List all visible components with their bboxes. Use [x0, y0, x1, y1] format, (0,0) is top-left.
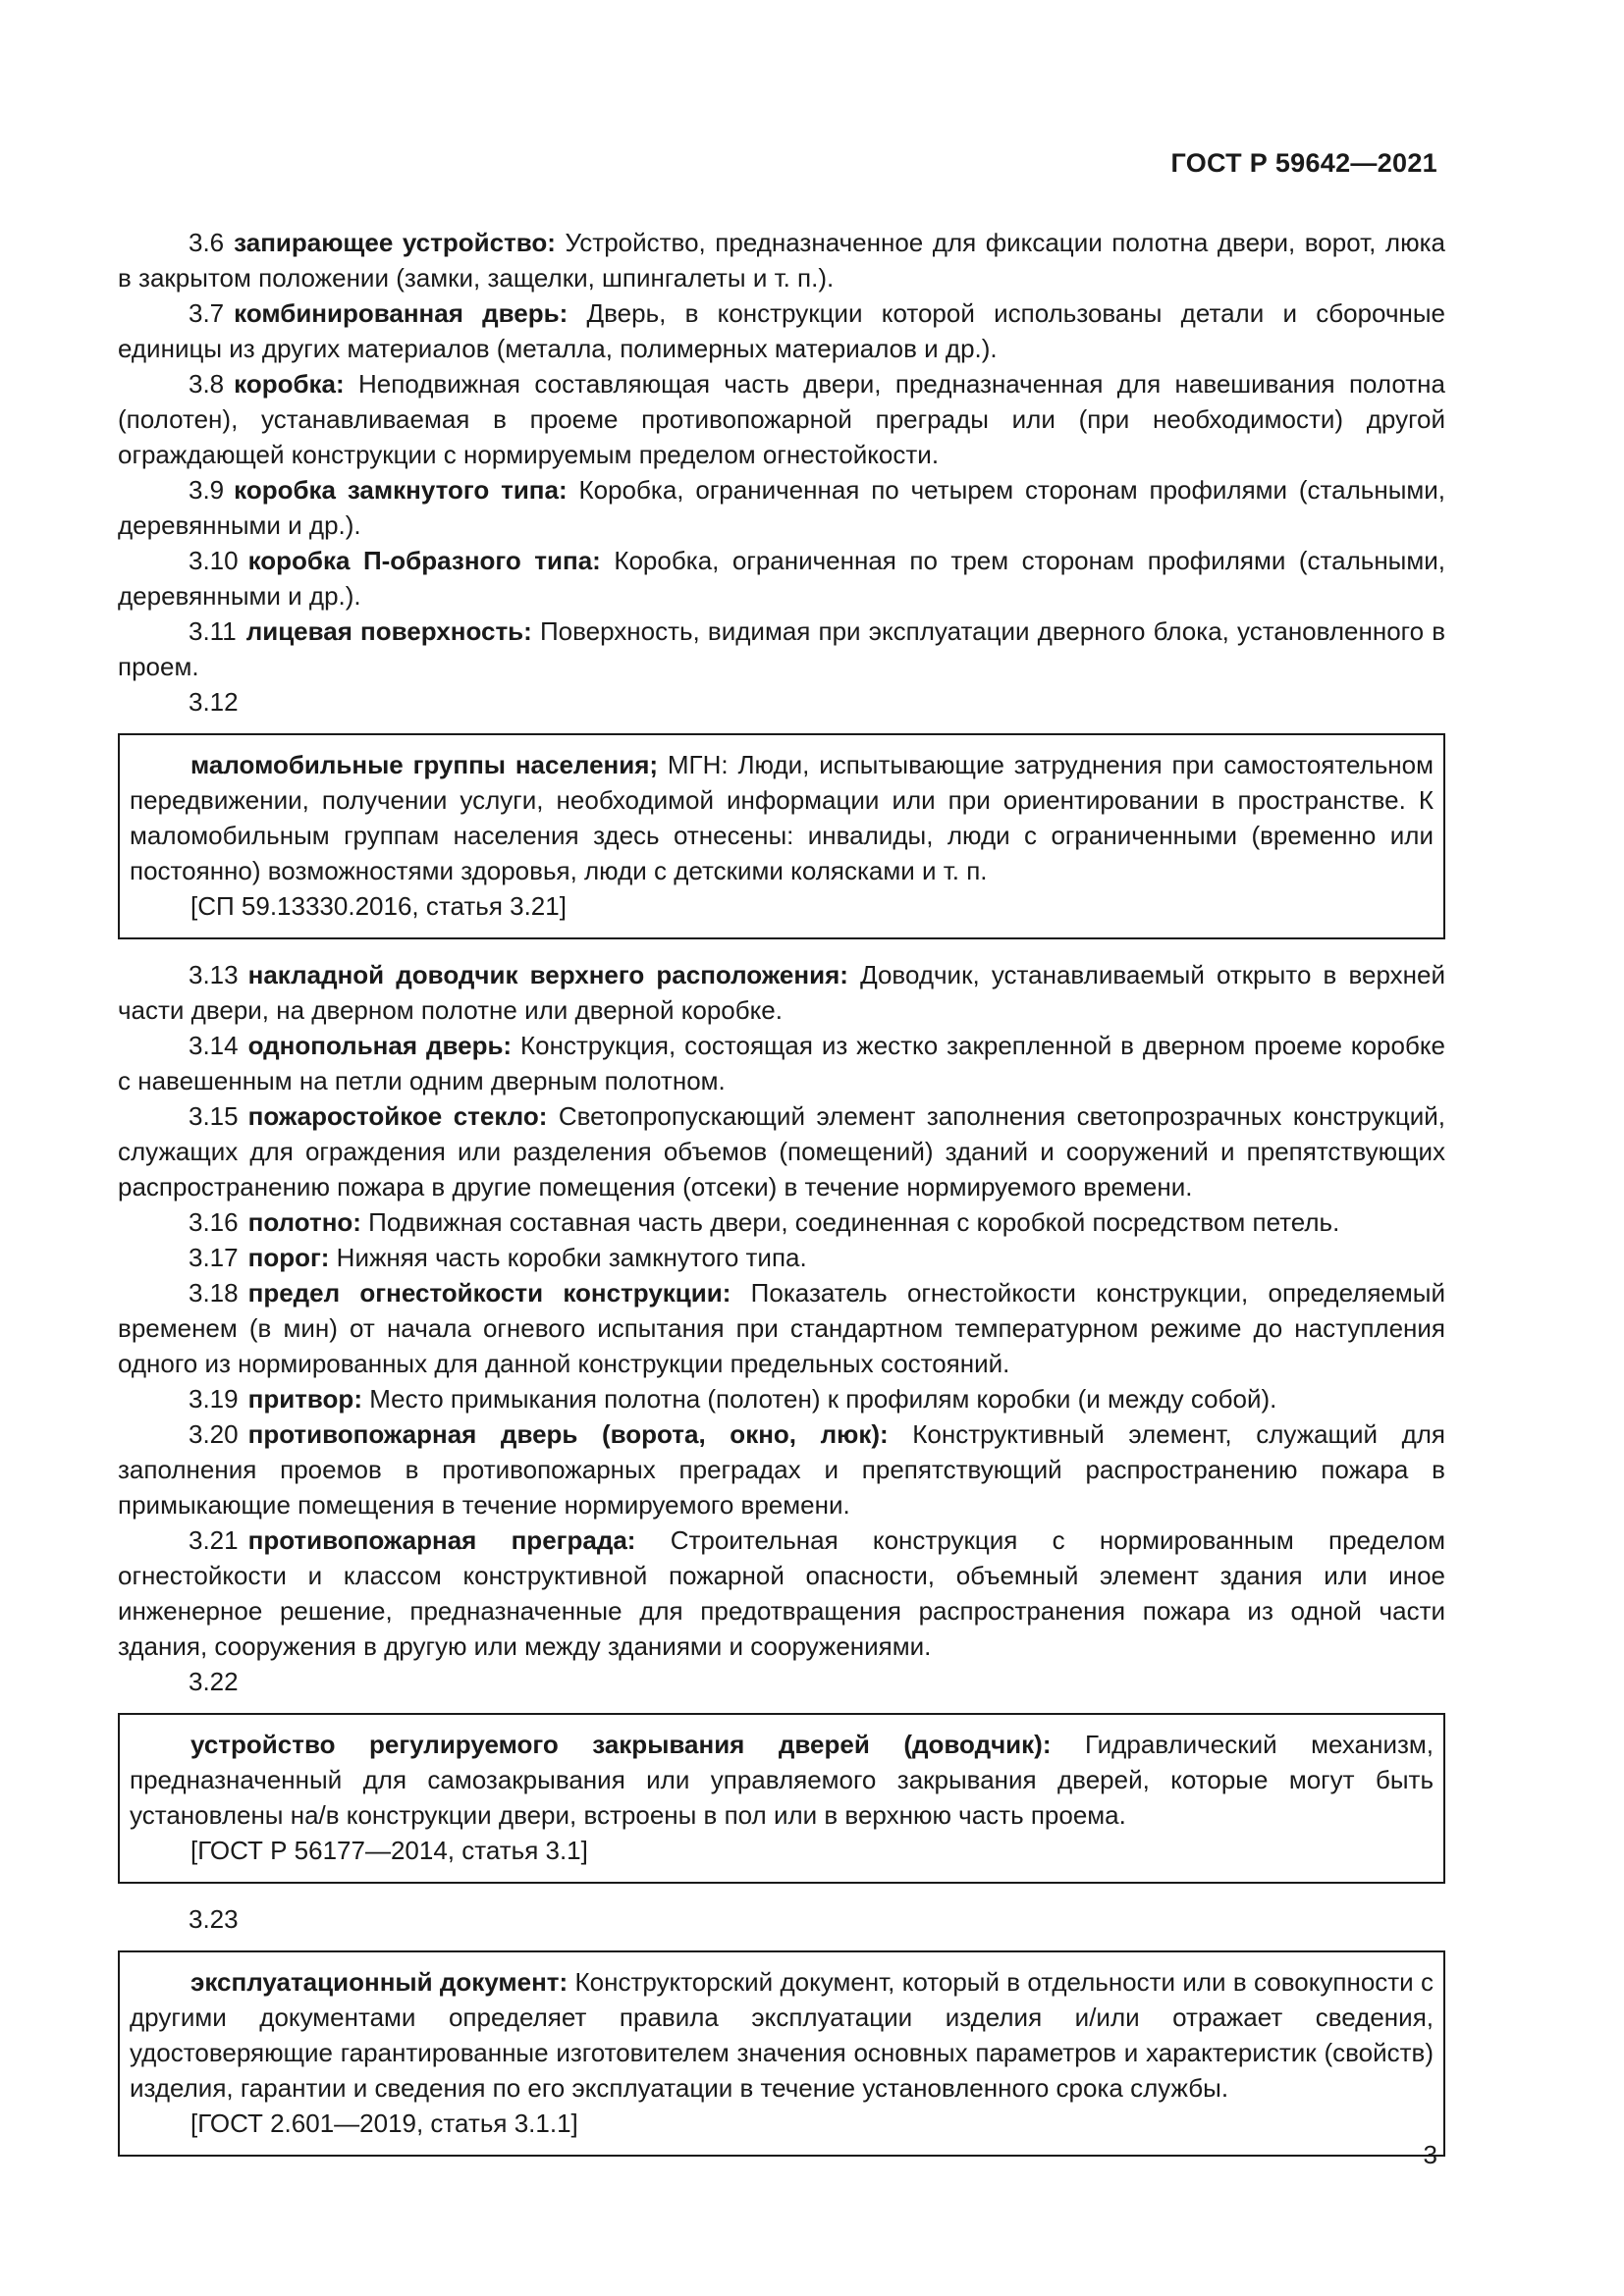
entry-term: однопольная дверь:: [247, 1031, 513, 1060]
entry-term: лицевая поверхность:: [245, 616, 532, 646]
entry-definition: Коробка, ограниченная по четырем сторонам профилями (стальными, деревянными и др.).: [118, 475, 1446, 540]
entry-term: противопожарная преграда:: [247, 1525, 636, 1555]
term-entry-3-21: [118, 1522, 1445, 1664]
entry-term: запирающее устройство:: [234, 228, 556, 257]
boxed-definition-text: [130, 1727, 1434, 1833]
entry-term: накладной доводчик верхнего расположения:: [247, 960, 848, 989]
term-entry-3-10: [118, 543, 1445, 614]
entry-term: коробка замкнутого типа:: [234, 475, 568, 505]
term-number-3-22: 3.22: [189, 1667, 239, 1696]
entry-term: противопожарная дверь (ворота, окно, люк):: [247, 1419, 889, 1449]
term-entry-3-6: [118, 225, 1445, 295]
entry-definition: Дверь, в конструкции которой использованы детали и сборочные единицы из других материалов (металла, полимерных материалов и др.).: [118, 298, 1445, 363]
source-reference: [ГОСТ Р 56177—2014, статья 3.1]: [190, 1836, 588, 1865]
term-entry-3-11: [118, 614, 1445, 684]
entry-number: 3.9: [189, 475, 225, 505]
term-number-3-23: 3.23: [189, 1904, 239, 1934]
entry-number: 3.13: [189, 960, 239, 989]
entry-definition: Светопропускающий элемент заполнения светопрозрачных конструкций, служащих для ограждения или разделения объемов (помещений) зданий и сооружений и препятствующих распространению пожара в другие помещения (отсеки) в течение нормируемого времени.: [118, 1101, 1445, 1201]
entry-term: пожаростойкое стекло:: [247, 1101, 548, 1131]
boxed-definition-3-22: [118, 1713, 1445, 1884]
entry-number: 3.18: [189, 1278, 239, 1308]
entry-number: 3.14: [189, 1031, 239, 1060]
boxed-definition-text: [130, 747, 1434, 888]
entry-number: 3.20: [189, 1419, 239, 1449]
entry-number: 3.15: [189, 1101, 239, 1131]
entry-number: 3.21: [189, 1525, 239, 1555]
term-entry-3-19: [118, 1381, 1445, 1416]
source-reference: [СП 59.13330.2016, статья 3.21]: [190, 891, 567, 921]
entry-definition: Место примыкания полотна (полотен) к профилям коробки (и между собой).: [361, 1384, 1277, 1414]
entry-definition: Конструкция, состоящая из жестко закрепленной в дверном проеме коробке с навешенным на петли одним дверным полотном.: [118, 1031, 1445, 1095]
entry-term: притвор:: [247, 1384, 362, 1414]
entry-definition: Подвижная составная часть двери, соединенная с коробкой посредством петель.: [360, 1207, 1340, 1237]
entry-term: предел огнестойкости конструкции:: [247, 1278, 731, 1308]
boxed-definition-3-12: [118, 733, 1445, 939]
term-entry-3-16: [118, 1204, 1445, 1240]
boxed-term: устройство регулируемого закрывания дверей (доводчик):: [190, 1730, 1052, 1759]
term-entry-3-20: [118, 1416, 1445, 1522]
boxed-definition: МГН: Люди, испытывающие затруднения при самостоятельном передвижении, получении услуги, необходимой информации или при ориентировании в пространстве. К маломобильным группам населения здесь отнесены: инвалиды, люди с ограниченными (временно или постоянно) возможностями здоровья, люди с детскими колясками и т. п.: [130, 750, 1435, 885]
term-entry-3-15: [118, 1098, 1445, 1204]
entry-term: порог:: [247, 1243, 330, 1272]
boxed-definition-text: [130, 1964, 1434, 2106]
entry-definition: Устройство, предназначенное для фиксации полотна двери, ворот, люка в закрытом положении (замки, защелки, шпингалеты и т. п.).: [118, 228, 1445, 293]
boxed-term: маломобильные группы населения;: [190, 750, 659, 779]
boxed-term: эксплуатационный документ:: [190, 1967, 568, 1997]
term-number-3-12: 3.12: [189, 687, 239, 717]
entry-number: 3.16: [189, 1207, 239, 1237]
term-entry-3-17: [118, 1240, 1445, 1275]
entry-definition: Неподвижная составляющая часть двери, предназначенная для навешивания полотна (полотен), устанавливаемая в проеме противопожарной преграды или (при необходимости) другой ограждающей конструкции с нормируемым пределом огнестойкости.: [118, 369, 1445, 469]
entry-definition: Поверхность, видимая при эксплуатации дверного блока, установленного в проем.: [118, 616, 1446, 681]
entry-term: полотно:: [247, 1207, 361, 1237]
term-entry-3-14: [118, 1028, 1445, 1098]
boxed-definition: Гидравлический механизм, предназначенный для самозакрывания или управляемого закрывания дверей, которые могут быть установлены на/в конструкции двери, встроены в пол или в верхнюю часть проема.: [130, 1730, 1434, 1830]
entry-definition: Доводчик, устанавливаемый открыто в верхней части двери, на дверном полотне или дверной коробке.: [118, 960, 1446, 1025]
page-number: 3: [1423, 2140, 1437, 2169]
entry-definition: Показатель огнестойкости конструкции, определяемый временем (в мин) от начала огневого испытания при стандартном температурном режиме до наступления одного из нормированных для данной конструкции предельных состояний.: [118, 1278, 1445, 1378]
entry-number: 3.11: [189, 616, 237, 646]
term-entry-3-13: [118, 957, 1445, 1028]
entry-definition: Конструктивный элемент, служащий для заполнения проемов в противопожарных преградах и препятствующий распространению пожара в примыкающие помещения в течение нормируемого времени.: [118, 1419, 1445, 1520]
entry-term: комбинированная дверь:: [234, 298, 568, 328]
entry-number: 3.8: [189, 369, 225, 399]
document-code-header: ГОСТ Р 59642—2021: [1170, 148, 1437, 178]
source-reference: [ГОСТ 2.601—2019, статья 3.1.1]: [190, 2109, 578, 2138]
boxed-definition: Конструкторский документ, который в отдельности или в совокупности с другими документами определяет правила эксплуатации изделия и/или отражает сведения, удостоверяющие гарантированные изготовителем значения основных параметров и характеристик (свойств) изделия, гарантии и сведения по его эксплуатации в течение установленного срока службы.: [130, 1967, 1435, 2103]
boxed-definition-3-23: [118, 1950, 1445, 2157]
entry-number: 3.10: [189, 546, 239, 575]
terms-section: [118, 225, 1445, 2174]
entry-number: 3.6: [189, 228, 225, 257]
entry-definition: Нижняя часть коробки замкнутого типа.: [329, 1243, 807, 1272]
term-entry-3-18: [118, 1275, 1445, 1381]
term-entry-3-8: [118, 366, 1445, 472]
entry-number: 3.17: [189, 1243, 239, 1272]
term-entry-3-9: [118, 472, 1445, 543]
entry-term: коробка П-образного типа:: [247, 546, 601, 575]
entry-definition: Коробка, ограниченная по трем сторонам профилями (стальными, деревянными и др.).: [118, 546, 1445, 611]
entry-number: 3.19: [189, 1384, 239, 1414]
entry-term: коробка:: [234, 369, 345, 399]
entry-definition: Строительная конструкция с нормированным пределом огнестойкости и классом конструктивной пожарной опасности, объемный элемент здания или иное инженерное решение, предназначенные для предотвращения распространения пожара из одной части здания, сооружения в другую или между зданиями и сооружениями.: [118, 1525, 1446, 1661]
term-entry-3-7: [118, 295, 1445, 366]
entry-number: 3.7: [189, 298, 225, 328]
